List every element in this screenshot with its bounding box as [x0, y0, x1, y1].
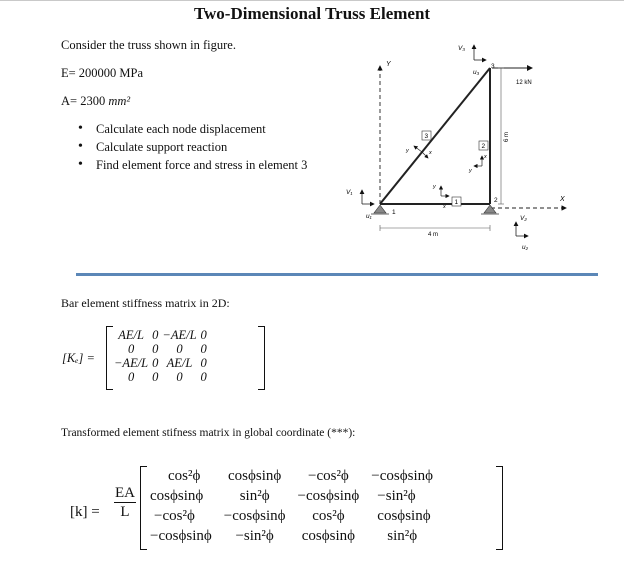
element-label-3: 3	[424, 133, 429, 140]
matrix-cell: cosϕsinϕ	[150, 488, 204, 504]
matrix-right-bracket	[258, 326, 265, 390]
width-label: 4 m	[428, 232, 439, 238]
matrix-cell: AE/L	[118, 328, 144, 342]
local-y-arrow-el3	[414, 146, 422, 152]
intro-text: Consider the truss shown in figure.	[61, 38, 236, 52]
task-item: • Calculate support reaction	[76, 140, 307, 158]
truss-figure	[336, 36, 576, 276]
page-title: Two-Dimensional Truss Element	[193, 4, 431, 23]
given-e: E= 200000 MPa	[61, 66, 144, 80]
dof-u2-label: u₂	[522, 244, 529, 251]
matrix-cell: AE/L	[166, 356, 193, 370]
local-stiffness-matrix	[112, 328, 209, 384]
matrix-cell: 0	[152, 342, 159, 356]
height-label: 6 m	[504, 131, 510, 142]
matrix-cell: −cosϕsinϕ	[150, 528, 212, 544]
element-label-1: 1	[454, 199, 459, 206]
local-x-label: x	[484, 154, 487, 160]
local-x-label: x	[429, 150, 432, 156]
matrix-row	[144, 486, 439, 506]
local-y-label: y	[469, 168, 472, 174]
given-a-unit: mm²	[108, 94, 131, 108]
element-label-2: 2	[481, 143, 486, 150]
top-divider	[0, 0, 624, 1]
matrix-row	[112, 356, 209, 370]
matrix-right-bracket	[496, 466, 503, 550]
node-label-2: 2	[494, 197, 498, 204]
matrix-cell: cosϕsinϕ	[377, 508, 431, 524]
matrix-cell: cosϕsinϕ	[301, 528, 356, 544]
matrix-cell: −AE/L	[162, 328, 197, 342]
matrix-cell: −cosϕsinϕ	[223, 508, 286, 524]
task-list	[76, 122, 307, 176]
fraction-numerator: EA	[115, 485, 135, 501]
node-label-3: 3	[491, 63, 495, 70]
matrix-cell: 0	[176, 370, 183, 384]
axis-y-label: Y	[386, 61, 391, 68]
matrix-cell: 0	[200, 356, 207, 370]
matrix-cell: 0	[152, 356, 159, 370]
matrix-cell: −sin²ϕ	[235, 528, 274, 544]
matrix-cell: 0	[127, 342, 135, 356]
matrix-cell: −cosϕsinϕ	[297, 488, 360, 504]
matrix-row	[112, 342, 209, 356]
matrix-cell: −cos²ϕ	[154, 508, 195, 524]
given-a	[61, 94, 130, 109]
section1-heading: Bar element stiffness matrix in 2D:	[61, 296, 230, 310]
matrix-cell: 0	[200, 328, 207, 342]
matrix-cell: −sin²ϕ	[377, 488, 416, 504]
fraction-denominator: L	[120, 504, 130, 520]
matrix-cell: 0	[152, 328, 159, 342]
dof-u1-label: u₁	[366, 213, 372, 220]
local-x-arrow-el3	[422, 152, 428, 158]
global-stiffness-matrix	[144, 466, 439, 546]
matrix-cell: sin²ϕ	[239, 488, 270, 504]
matrix-cell: −AE/L	[114, 356, 149, 370]
load-label: 12 kN	[516, 80, 532, 86]
local-y-label: y	[406, 148, 409, 154]
section-divider	[76, 273, 598, 276]
matrix-cell: 0	[152, 370, 159, 384]
matrix-cell: sin²ϕ	[387, 528, 418, 544]
node-label-1: 1	[392, 209, 396, 216]
dof-u3-label: u₃	[473, 69, 480, 76]
matrix-cell: 0	[176, 342, 183, 356]
pin-support-node2	[484, 205, 496, 213]
matrix-lhs: [k] =	[70, 504, 100, 520]
matrix-row	[112, 328, 209, 342]
matrix-cell: 0	[127, 370, 135, 384]
matrix-cell: 0	[200, 342, 207, 356]
matrix-cell: −cosϕsinϕ	[371, 468, 434, 484]
matrix-cell: −cos²ϕ	[307, 468, 349, 484]
matrix-row	[112, 370, 209, 384]
matrix-lhs: [Kₑ] =	[62, 351, 95, 365]
task-item: • Calculate each node displacement	[76, 122, 307, 140]
local-y-label: y	[433, 184, 436, 190]
local-x-label: x	[443, 204, 446, 210]
given-a-value: A= 2300	[61, 94, 109, 108]
task-item: • Find element force and stress in element 3	[76, 158, 307, 176]
dof-v2-label: V₂	[520, 215, 527, 222]
matrix-fraction	[114, 484, 136, 521]
dof-v3-label: V₃	[458, 45, 465, 52]
matrix-cell: cos²ϕ	[312, 508, 345, 524]
matrix-cell: cos²ϕ	[168, 468, 201, 484]
matrix-cell: 0	[200, 370, 207, 384]
matrix-row	[144, 526, 439, 546]
section2-heading: Transformed element stifness matrix in global coordinate (***):	[61, 427, 356, 439]
matrix-cell: cosϕsinϕ	[228, 468, 282, 484]
pin-support-node1	[374, 205, 386, 213]
matrix-row	[144, 466, 439, 486]
axis-x-label: X	[560, 196, 565, 203]
matrix-row	[144, 506, 439, 526]
dof-v1-label: V₁	[346, 189, 353, 196]
